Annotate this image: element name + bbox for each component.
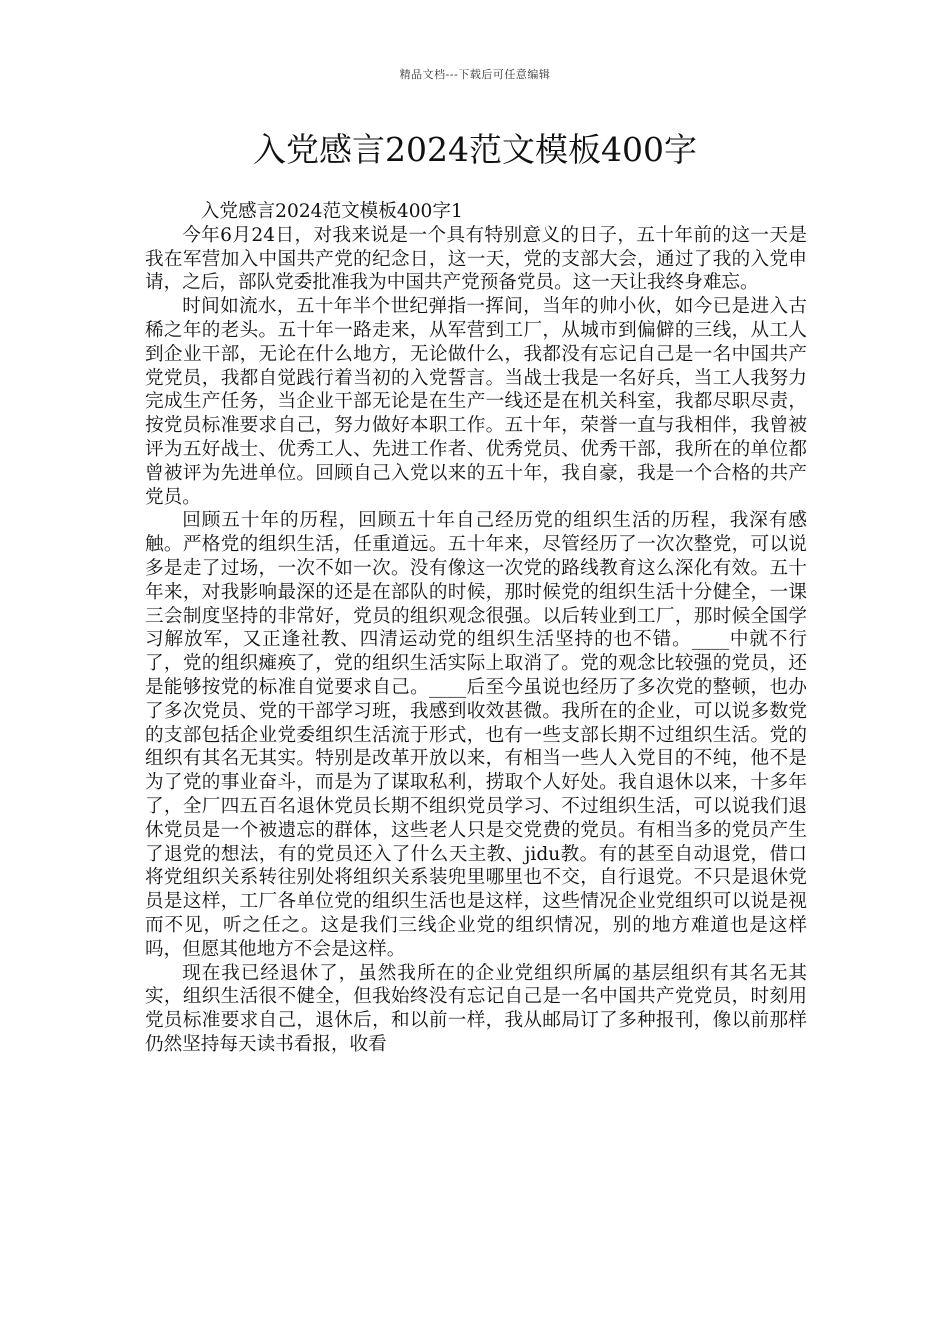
header-note: 精品文档---下载后可任意编辑	[399, 68, 551, 81]
document-title: 入党感言2024范文模板400字	[253, 130, 697, 169]
paragraph-3: 回顾五十年的历程，回顾五十年自己经历党的组织生活的历程，我深有感触。严格党的组织生活，任重道远。五十年来，尽管经历了一次次整党，可以说多是走了过场，一次不如一次。没有像这一次党的路线教育这么深化有效。五十年来，对我影响最深的还是在部队的时候，那时候党的组织生活十分健全，一课三会制度坚持的非常好，党员的组织观念很强。以后转业到工厂，那时候全国学习解放军，又正逢社教、四清运动党的组织生活坚持的也不错。____中就不行了，党的组织瘫痪了，党的组织生活实际上取消了。党的观念比较强的党员，还是能够按党的标准自觉要求自己。____后至今虽说也经历了多次党的整顿，也办了多次党员、党的干部学习班，我感到收效甚微。我所在的企业，可以说多数党的支部包括企业党委组织生活流于形式，也有一些支部长期不过组织生活。党的组织有其名无其实。特别是改革开放以来，有相当一些人入党目的不纯，他不是为了党的事业奋斗，而是为了谋取私利，捞取个人好处。我自退休以来，十多年了，全厂四五百名退休党员长期不组织党员学习、不过组织生活，可以说我们退休党员是一个被遗忘的群体，这些老人只是交党费的党员。有相当多的党员产生了退党的想法，有的党员还入了什么天主教、jidu教。有的甚至自动退党，借口将党组织关系转往别处将组织关系装兜里哪里也不交，自行退党。不只是退休党员是这样，工厂各单位党的组织生活也是这样，这些情况企业党组织可以说是视而不见，听之任之。这是我们三线企业党的组织情况，别的地方难道也是这样吗，但愿其他地方不会是这样。	[145, 510, 807, 960]
document-subtitle: 入党感言2024范文模板400字1	[200, 201, 463, 222]
paragraph-4: 现在我已经退休了，虽然我所在的企业党组织所属的基层组织有其名无其实，组织生活很不健全，但我始终没有忘记自己是一名中国共产党党员，时刻用党员标准要求自己，退休后，和以前一样，我从邮局订了多种报刊，像以前那样仍然坚持每天读书看报，收看	[145, 962, 807, 1055]
paragraph-2: 时间如流水，五十年半个世纪弹指一挥间，当年的帅小伙，如今已是进入古稀之年的老头。五十年一路走来，从军营到工厂，从城市到偏僻的三线，从工人到企业干部，无论在什么地方，无论做什么，我都没有忘记自己是一名中国共产党党员，我都自觉践行着当初的入党誓言。当战士我是一名好兵，当工人我努力完成生产任务，当企业干部无论是在生产一线还是在机关科室，我都尽职尽责，按党员标准要求自己，努力做好本职工作。五十年，荣誉一直与我相伴，我曾被评为五好战士、优秀工人、先进工作者、优秀党员、优秀干部，我所在的单位都曾被评为先进单位。回顾自己入党以来的五十年，我自豪，我是一个合格的共产党员。	[145, 296, 807, 508]
paragraph-1: 今年6月24日，对我来说是一个具有特别意义的日子，五十年前的这一天是我在军营加入中国共产党的纪念日，这一天，党的支部大会，通过了我的入党申请，之后，部队党委批准我为中国共产党预备党员。这一天让我终身难忘。	[145, 224, 807, 294]
document-body	[145, 200, 807, 1057]
